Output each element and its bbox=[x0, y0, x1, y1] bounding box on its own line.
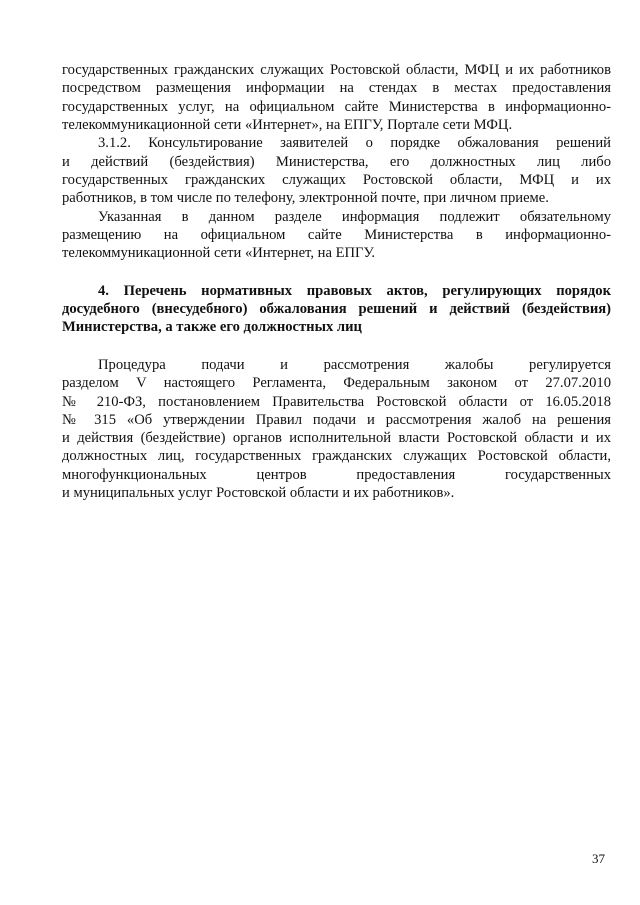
text-line: государственных гражданских служащих Ростовской области, МФЦ и их bbox=[62, 172, 611, 188]
text-line: 3.1.2. Консультирование заявителей о порядке обжалования решений bbox=[98, 135, 611, 151]
text-line: и действия (бездействие) органов исполнительной власти Ростовской области и их bbox=[62, 430, 611, 446]
text-line: разделом V настоящего Регламента, Федеральным законом от 27.07.2010 bbox=[62, 375, 611, 391]
text-line: телекоммуникационной сети «Интернет, на ЕПГУ. bbox=[62, 245, 376, 261]
text-line: государственных гражданских служащих Ростовской области, МФЦ и их работников bbox=[62, 62, 611, 78]
text-line: № 315 «Об утверждении Правил подачи и рассмотрения жалоб на решения bbox=[62, 412, 611, 428]
section-heading-line: Министерства, а также его должностных лиц bbox=[62, 319, 362, 335]
text-line: государственных услуг, на официальном сайте Министерства в информационно- bbox=[62, 99, 611, 115]
text-line: и муниципальных услуг Ростовской области и их работников». bbox=[62, 485, 455, 501]
section-heading-line: досудебного (внесудебного) обжалования решений и действий (бездействия) bbox=[62, 301, 611, 317]
text-line: № 210-ФЗ, постановлением Правительства Ростовской области от 16.05.2018 bbox=[62, 394, 611, 410]
text-line: телекоммуникационной сети «Интернет», на ЕПГУ, Портале сети МФЦ. bbox=[62, 117, 513, 133]
text-line: Процедура подачи и рассмотрения жалобы регулируется bbox=[98, 357, 611, 373]
text-line: многофункциональных центров предоставления государственных bbox=[62, 467, 611, 483]
text-line: работников, в том числе по телефону, электронной почте, при личном приеме. bbox=[62, 190, 549, 206]
text-line: Указанная в данном разделе информация подлежит обязательному bbox=[98, 209, 611, 225]
section-heading-line: 4. Перечень нормативных правовых актов, регулирующих порядок bbox=[98, 283, 611, 299]
text-line: и действий (бездействия) Министерства, его должностных лиц либо bbox=[62, 154, 611, 170]
text-line: размещению на официальном сайте Министерства в информационно- bbox=[62, 227, 611, 243]
page-number: 37 bbox=[592, 851, 605, 866]
text-line: посредством размещения информации на стендах в местах предоставления bbox=[62, 80, 611, 96]
text-line: должностных лиц, государственных гражданских служащих Ростовской области, bbox=[62, 448, 611, 464]
